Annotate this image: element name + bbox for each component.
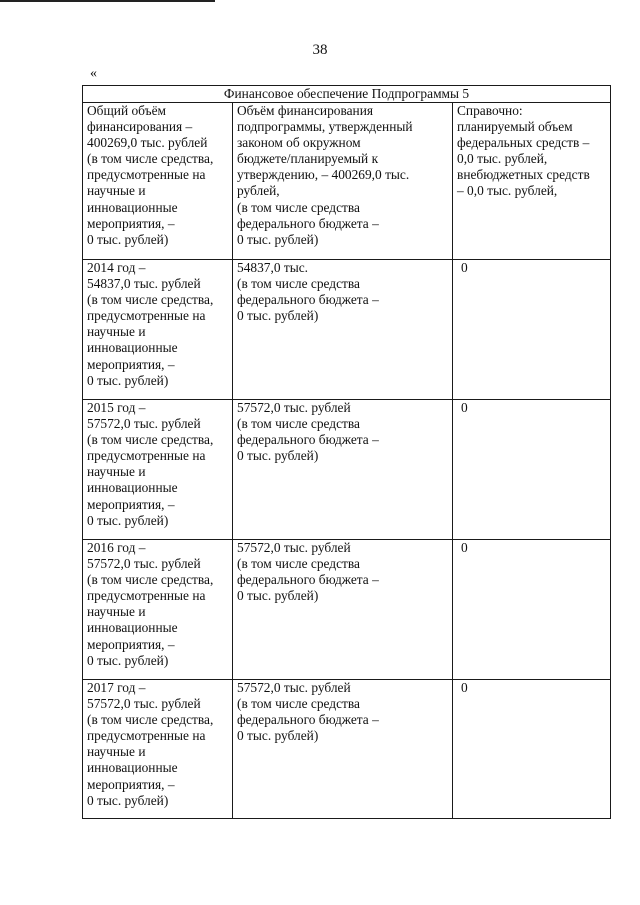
row-cell-total [83, 400, 233, 540]
table-header-row [83, 103, 611, 260]
row-text-approved: 57572,0 тыс. рублей (в том числе средства федерального бюджета – 0 тыс. рублей) [237, 540, 379, 604]
row-cell-total [83, 260, 233, 400]
table-row [83, 540, 611, 680]
header-text-total-funding: Общий объём финансирования – 400269,0 тыс. рублей (в том числе средства, предусмотренные на научные и инновационные мероприятия, – 0 тыс. рублей) [87, 103, 214, 247]
header-text-reference: Справочно: планируемый объем федеральных средств – 0,0 тыс. рублей, внебюджетных средств – 0,0 тыс. рублей, [457, 103, 590, 199]
page-number: 38 [312, 42, 328, 58]
row-text-reference: 0 [461, 540, 468, 555]
row-cell-reference [453, 540, 611, 680]
row-cell-approved [233, 400, 453, 540]
table-row [83, 400, 611, 540]
row-text-reference: 0 [461, 680, 468, 695]
row-text-approved: 54837,0 тыс. (в том числе средства федерального бюджета – 0 тыс. рублей) [237, 260, 379, 324]
row-cell-approved [233, 260, 453, 400]
row-text-approved: 57572,0 тыс. рублей (в том числе средства федерального бюджета – 0 тыс. рублей) [237, 400, 379, 464]
header-cell-approved-funding [233, 103, 453, 260]
row-text-total: 2015 год – 57572,0 тыс. рублей (в том числе средства, предусмотренные на научные и инновационные мероприятия, – 0 тыс. рублей) [87, 400, 214, 528]
row-cell-approved [233, 680, 453, 819]
table-row [83, 260, 611, 400]
row-cell-reference [453, 400, 611, 540]
header-cell-total-funding [83, 103, 233, 260]
header-cell-reference [453, 103, 611, 260]
row-text-total: 2016 год – 57572,0 тыс. рублей (в том числе средства, предусмотренные на научные и инновационные мероприятия, – 0 тыс. рублей) [87, 540, 214, 668]
table-row [83, 680, 611, 819]
row-text-reference: 0 [461, 260, 468, 275]
row-text-total: 2017 год – 57572,0 тыс. рублей (в том числе средства, предусмотренные на научные и инновационные мероприятия, – 0 тыс. рублей) [87, 680, 214, 808]
top-rule [0, 0, 215, 2]
funding-table [82, 85, 611, 819]
row-cell-approved [233, 540, 453, 680]
row-cell-total [83, 680, 233, 819]
table-title: Финансовое обеспечение Подпрограммы 5 [83, 86, 611, 103]
row-text-total: 2014 год – 54837,0 тыс. рублей (в том числе средства, предусмотренные на научные и инновационные мероприятия, – 0 тыс. рублей) [87, 260, 214, 388]
opening-quote-mark: « [90, 66, 97, 81]
row-cell-reference [453, 680, 611, 819]
table-title-row [83, 86, 611, 103]
row-text-reference: 0 [461, 400, 468, 415]
header-text-approved-funding: Объём финансирования подпрограммы, утвержденный законом об окружном бюджете/планируемый к утверждению, – 400269,0 тыс. рублей, (в том числе средства федерального бюджета – 0 тыс. рублей) [237, 103, 413, 247]
row-cell-total [83, 540, 233, 680]
row-text-approved: 57572,0 тыс. рублей (в том числе средства федерального бюджета – 0 тыс. рублей) [237, 680, 379, 744]
row-cell-reference [453, 260, 611, 400]
